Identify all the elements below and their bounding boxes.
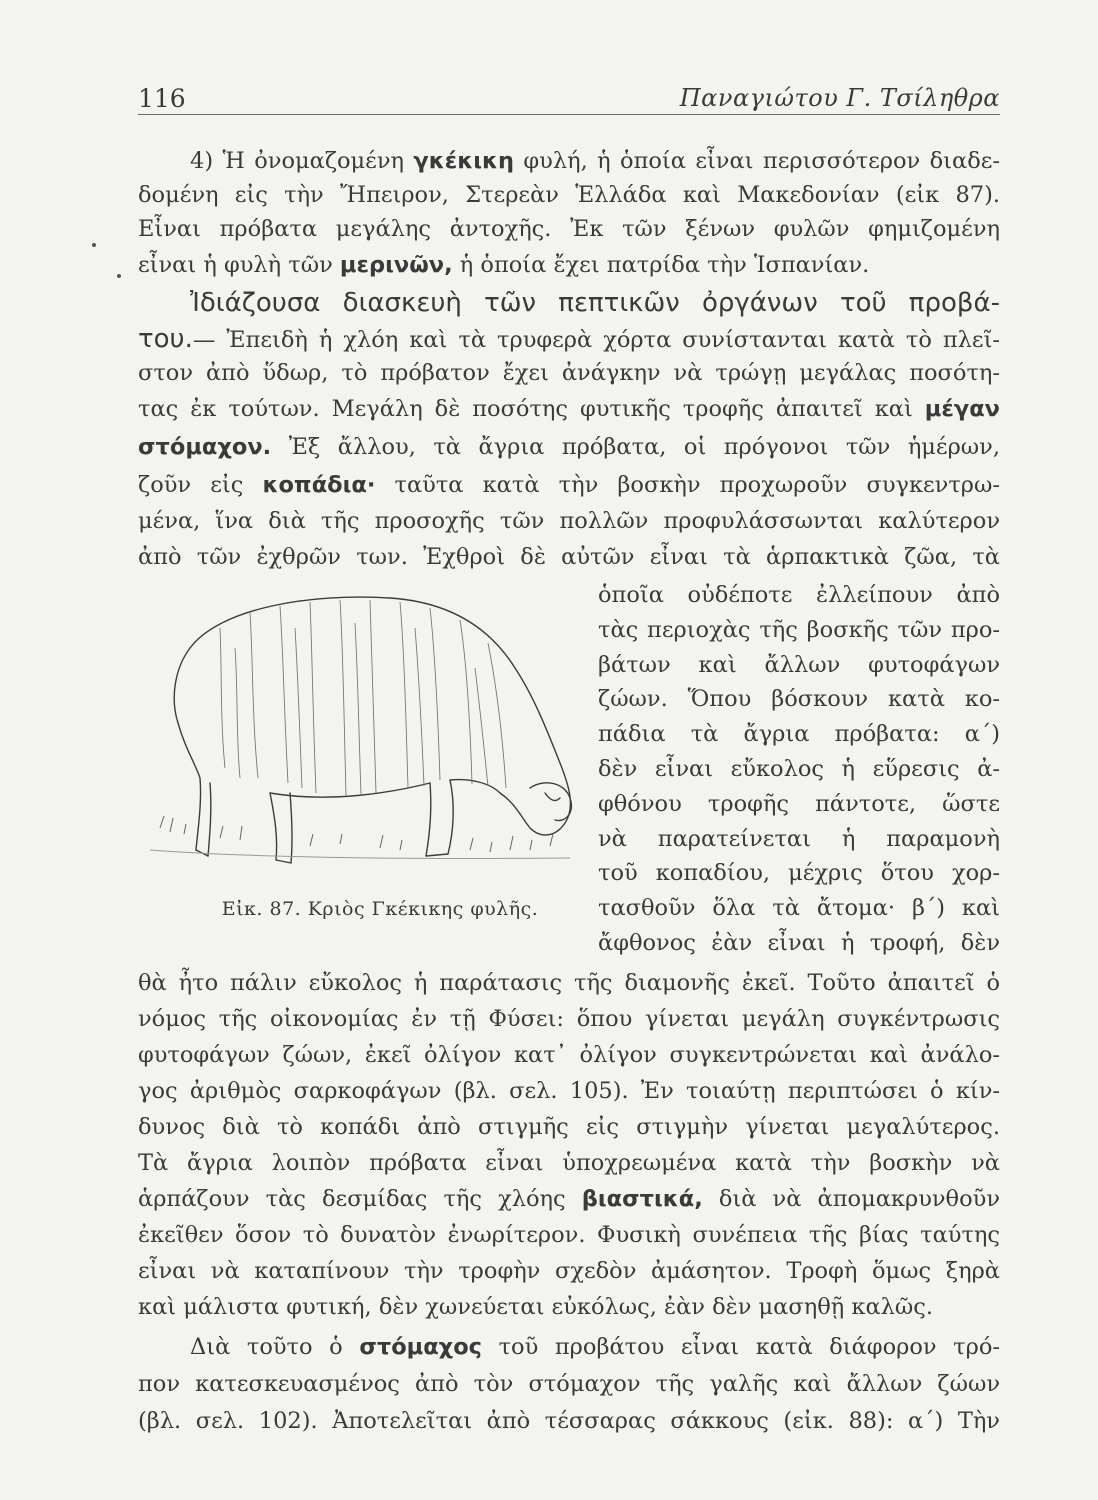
- bold-term: κοπάδια·: [262, 472, 376, 498]
- text-line: βάτων καὶ ἄλλων φυτοφάγων: [598, 651, 1000, 678]
- text-line: [190, 144, 1000, 178]
- text-run: στον ἀπὸ ὕδωρ, τὸ πρόβατον ἔχει ἀνάγκην νὰ τρώγῃ μεγάλας ποσότη-: [138, 360, 1000, 386]
- text-line: ὁποῖα οὐδέποτε ἐλλείπουν ἀπὸ: [598, 582, 1000, 608]
- running-head: Παναγιώτου Γ. Τσίληθρα: [679, 84, 1000, 112]
- text-run: γος ἀριθμὸς σαρκοφάγων (βλ. σελ. 105). Ἐν τοιαύτῃ περιπτώσει ὁ κίν-: [138, 1078, 1000, 1104]
- text-line: [138, 1002, 1000, 1036]
- text-line: τοῦ κοπαδίου, μέχρις ὅτου χορ-: [598, 860, 1000, 887]
- margin-mark: [92, 243, 96, 247]
- text-line: [138, 1367, 1000, 1401]
- text-run: φυτοφάγων ζώων, ἐκεῖ ὀλίγον κατ᾽ ὀλίγον συγκεντρώνεται καὶ ἀνάλο-: [138, 1042, 1000, 1068]
- page-number: 116: [138, 84, 186, 113]
- text-line: [138, 212, 1000, 246]
- text-line: ζώων. Ὅπου βόσκουν κατὰ κο-: [598, 686, 1000, 713]
- figure-caption: Εἰκ. 87. Κριὸς Γκέκικης φυλῆς.: [221, 898, 539, 920]
- text-line: [138, 178, 1000, 212]
- text-line: [138, 356, 1000, 390]
- text-run: Εἶναι πρόβατα μεγάλης ἀντοχῆς. Ἐκ τῶν ξένων φυλῶν φημιζομένη: [138, 216, 1000, 242]
- text-line: [138, 1218, 1000, 1252]
- text-line: νὰ παρατείνεται ἡ παραμονὴ: [598, 825, 1000, 852]
- text-line: [138, 1110, 1000, 1144]
- text-run: εἶναι νὰ καταπίνουν τὴν τροφὴν σχεδὸν ἀμάσητον. Τροφὴ ὅμως ξηρὰ: [138, 1258, 1000, 1284]
- text-run: τας ἐκ τούτων. Μεγάλη δὲ ποσότης φυτικῆς τροφῆς ἀπαιτεῖ καὶ: [138, 396, 925, 422]
- section-heading-text: του.: [138, 324, 193, 354]
- text-run: καὶ μάλιστα φυτική, δὲν χωνεύεται εὐκόλως, ἐὰν δὲν μασηθῇ καλῶς.: [138, 1294, 934, 1320]
- text-run: μένα, ἵνα διὰ τῆς προσοχῆς τῶν πολλῶν προφυλάσσωνται καλύτερον: [138, 508, 1000, 534]
- text-line: [138, 1074, 1000, 1108]
- text-line: [138, 248, 1000, 282]
- text-run: Τὰ ἄγρια λοιπὸν πρόβατα εἶναι ὑποχρεωμένα κατὰ τὴν βοσκὴν νὰ: [138, 1150, 1000, 1176]
- bold-term: μέγαν: [924, 396, 1000, 422]
- text-line: [138, 1254, 1000, 1288]
- text-run: τοῦ προβάτου εἶναι κατὰ διάφορον τρό-: [482, 1334, 1000, 1360]
- section-heading: Ἰδιάζουσα διασκευὴ τῶν πεπτικῶν ὀργάνων τοῦ προβά-: [190, 288, 1000, 318]
- bold-term: στόμαχος: [359, 1334, 482, 1360]
- text-line: [138, 540, 1000, 574]
- text-run: Διὰ τοῦτο ὁ: [190, 1334, 360, 1360]
- text-run: ἐκεῖθεν ὅσον τὸ δυνατὸν ἐνωρίτερον. Φυσικὴ συνέπεια τῆς βίας ταύτης: [138, 1222, 1000, 1248]
- ram-illustration: [150, 588, 580, 878]
- text-run: Ἐξ ἄλλου, τὰ ἄγρια πρόβατα, οἱ πρόγονοι τῶν ἡμέρων,: [271, 434, 1000, 460]
- text-run: εἶναι ἡ φυλὴ τῶν: [138, 252, 340, 278]
- text-run: θὰ ἦτο πάλιν εὔκολος ἡ παράτασις τῆς διαμονῆς ἐκεῖ. Τοῦτο ἀπαιτεῖ ὁ: [138, 970, 1000, 996]
- bold-term: μερινῶν,: [339, 252, 453, 278]
- text-line: πάδια τὰ ἄγρια πρόβατα: α΄): [598, 721, 1000, 748]
- text-line: τὰς περιοχὰς τῆς βοσκῆς τῶν προ-: [598, 616, 1000, 643]
- text-run: 4) Ἡ ὀνομαζομένη: [190, 148, 414, 174]
- text-run: ζοῦν εἰς: [138, 472, 263, 498]
- text-run: ἁρπάζουν τὰς δεσμίδας τῆς χλόης: [138, 1186, 582, 1212]
- text-run: (βλ. σελ. 102). Ἀποτελεῖται ἀπὸ τέσσαρας σάκκους (εἰκ. 88): α΄) Τὴν: [138, 1408, 1000, 1434]
- text-line: [138, 1290, 1000, 1324]
- text-line: ἄφθονος ἐὰν εἶναι ἡ τροφή, δὲν: [598, 930, 1000, 956]
- text-line: [138, 966, 1000, 1000]
- bold-term: γκέκικη: [413, 148, 514, 174]
- text-run: δομένη εἰς τὴν Ἤπειρον, Στερεὰν Ἑλλάδα καὶ Μακεδονίαν (εἰκ 87).: [138, 182, 1000, 208]
- text-run: ἡ ὁποία ἔχει πατρίδα τὴν Ἱσπανίαν.: [452, 252, 870, 278]
- text-line: [138, 468, 1000, 502]
- text-line: [138, 1146, 1000, 1180]
- text-run: ἀπὸ τῶν ἐχθρῶν των. Ἐχθροὶ δὲ αὐτῶν εἶναι τὰ ἁρπακτικὰ ζῶα, τὰ: [138, 544, 1000, 570]
- text-line: [138, 504, 1000, 538]
- text-line: [138, 1038, 1000, 1072]
- bold-term: βιαστικά,: [581, 1186, 703, 1212]
- text-line: φθόνου τροφῆς πάντοτε, ὥστε: [598, 790, 1000, 817]
- text-run: — Ἐπειδὴ ἡ χλόη καὶ τὰ τρυφερὰ χόρτα συνίστανται κατὰ τὸ πλεῖ-: [192, 327, 1000, 353]
- text-run: δυνος διὰ τὸ κοπάδι ἀπὸ στιγμῆς εἰς στιγμὴν γίνεται μεγαλύτερος.: [138, 1114, 1000, 1140]
- text-run: διὰ νὰ ἀπομακρυνθοῦν: [702, 1186, 1000, 1212]
- text-line: [138, 322, 1000, 356]
- text-run: νόμος τῆς οἰκονομίας ἐν τῇ Φύσει: ὅπου γίνεται μεγάλη συγκέντρωσις: [138, 1006, 1000, 1032]
- text-line: [138, 392, 1000, 426]
- text-run: ταῦτα κατὰ τὴν βοσκὴν προχωροῦν συγκεντρω-: [375, 472, 1000, 498]
- text-line: [190, 1330, 1000, 1364]
- text-line: [138, 1182, 1000, 1216]
- text-line: [138, 430, 1000, 464]
- page-header: [138, 80, 1000, 115]
- margin-mark: [117, 274, 121, 278]
- text-line: δὲν εἶναι εὔκολος ἡ εὕρεσις ἀ-: [598, 756, 1000, 782]
- text-run: πον κατεσκευασμένος ἀπὸ τὸν στόμαχον τῆς γαλῆς καὶ ἄλλων ζώων: [138, 1371, 1000, 1397]
- text-line: τασθοῦν ὅλα τὰ ἄτομα· β΄) καὶ: [598, 895, 1000, 922]
- text-line: [138, 1404, 1000, 1438]
- text-run: φυλή, ἡ ὁποία εἶναι περισσότερον διαδε-: [514, 148, 1000, 174]
- bold-term: στόμαχον.: [138, 434, 272, 460]
